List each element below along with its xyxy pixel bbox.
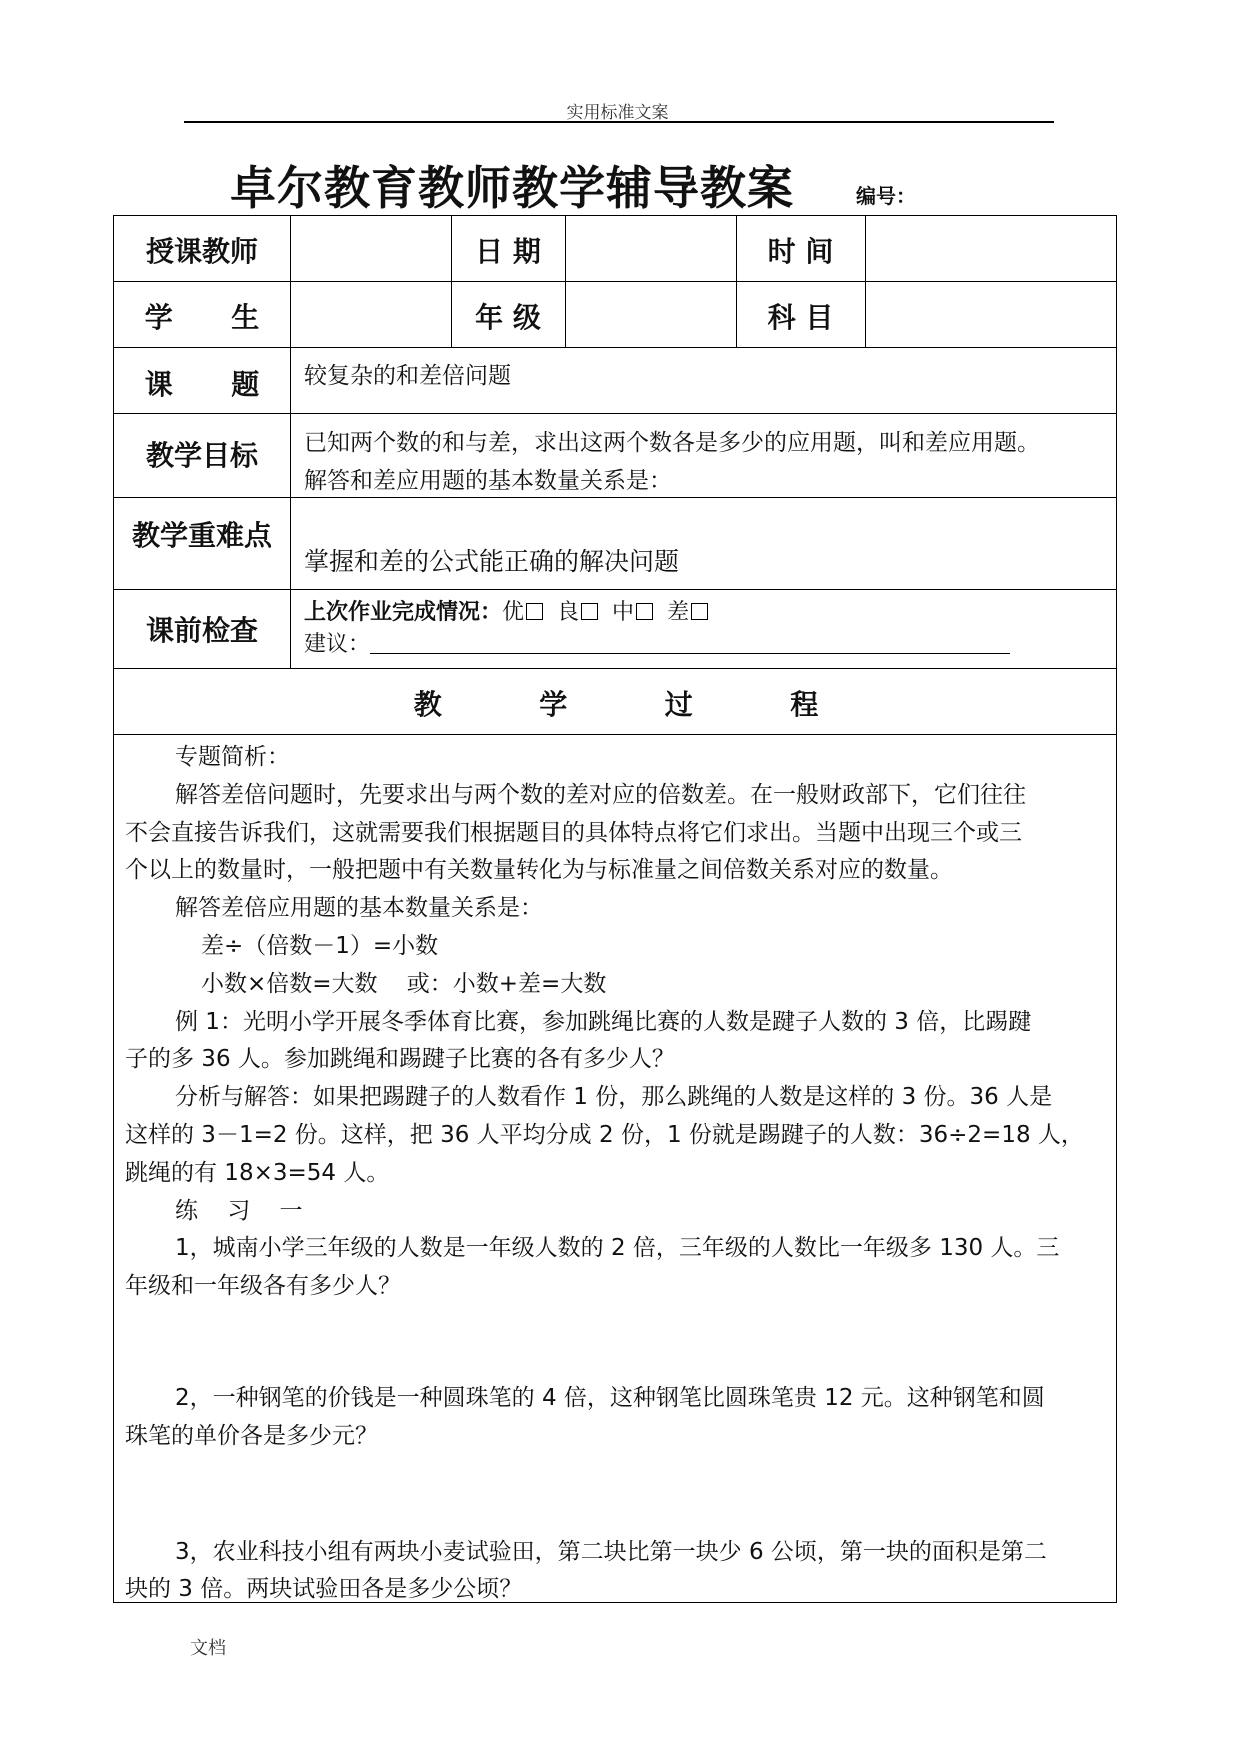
- page-footer: 文档: [190, 1638, 226, 1659]
- column-divider: [290, 216, 291, 668]
- intro-line: 不会直接告诉我们，这就需要我们根据题目的具体特点将它们求出。当题中出现三个或三: [125, 819, 1022, 846]
- code-label: 编号：: [856, 184, 916, 208]
- answer-space: [125, 1456, 1108, 1534]
- date-label: 日 期: [475, 235, 541, 268]
- teacher-label: 授课教师: [145, 235, 258, 268]
- option-medium: 中: [612, 600, 635, 625]
- document-title: 卓尔教育教师教学辅导教案: [230, 161, 794, 215]
- question-line: 1，城南小学三年级的人数是一年级人数的 2 倍，三年级的人数比一年级多 130 人。三: [175, 1235, 1060, 1262]
- analysis-line: 跳绳的有 18×3=54 人。: [125, 1159, 390, 1186]
- header-rule: [184, 121, 1054, 123]
- grade-label: 年 级: [475, 301, 541, 334]
- lesson-plan-table: [113, 215, 1117, 1603]
- suggestion-line: [304, 627, 1010, 658]
- exercise-title: 练 习 一: [175, 1197, 303, 1224]
- goal-label: 教学目标: [145, 439, 258, 472]
- checkbox-excellent[interactable]: [526, 603, 543, 620]
- difficulty-label: 教学重难点: [131, 519, 272, 552]
- option-poor: 差: [667, 600, 690, 625]
- page-header: 实用标准文案: [566, 103, 669, 123]
- section-title: 专题简析：: [175, 744, 290, 770]
- formula-line: 小数×倍数=大数 或：小数+差=大数: [201, 970, 607, 997]
- row-divider: [114, 734, 1116, 735]
- row-divider: [114, 347, 1116, 348]
- process-title: 教 学 过 程: [413, 688, 819, 721]
- question-line: 珠笔的单价各是多少元？: [125, 1422, 378, 1449]
- relation-title: 解答差倍应用题的基本数量关系是：: [175, 895, 543, 922]
- example-line: 例 1：光明小学开展冬季体育比赛，参加跳绳比赛的人数是踺子人数的 3 倍，比踢踺: [175, 1008, 1032, 1035]
- row-divider: [114, 497, 1116, 498]
- topic-value: 较复杂的和差倍问题: [304, 363, 511, 389]
- checkbox-good[interactable]: [581, 603, 598, 620]
- subject-label: 科 目: [767, 301, 834, 334]
- intro-line: 解答差倍问题时，先要求出与两个数的差对应的倍数差。在一般财政部下，它们往往: [175, 781, 1026, 808]
- lesson-content: [125, 739, 1108, 1609]
- homework-label: 上次作业完成情况：: [304, 600, 503, 625]
- example-line: 子的多 36 人。参加跳绳和踢踺子比赛的各有多少人？: [125, 1046, 675, 1073]
- question-line: 3，农业科技小组有两块小麦试验田，第二块比第一块少 6 公顷，第一块的面积是第二: [175, 1538, 1047, 1565]
- analysis-line: 分析与解答：如果把踢踺子的人数看作 1 份，那么跳绳的人数是这样的 3 份。36 人是: [175, 1084, 1053, 1111]
- student-label: 学 生: [144, 301, 260, 334]
- question-line: 年级和一年级各有多少人？: [125, 1273, 401, 1300]
- question-line: 2，一种钢笔的价钱是一种圆珠笔的 4 倍，这种钢笔比圆珠笔贵 12 元。这种钢笔和圆: [175, 1384, 1045, 1411]
- row-divider: [114, 413, 1116, 414]
- answer-space: [125, 1306, 1108, 1380]
- option-good: 良: [557, 600, 580, 625]
- homework-status: [304, 595, 722, 626]
- intro-line: 个以上的数量时，一般把题中有关数量转化为与标准量之间倍数关系对应的数量。: [125, 857, 953, 884]
- column-divider: [565, 216, 566, 347]
- goal-line-1: 已知两个数的和与差，求出这两个数各是多少的应用题，叫和差应用题。: [304, 430, 1040, 456]
- option-excellent: 优: [502, 600, 525, 625]
- checkbox-poor[interactable]: [691, 603, 708, 620]
- analysis-line: 这样的 3－1=2 份。这样，把 36 人平均分成 2 份，1 份就是踢踺子的人数：36÷2=18 人，: [125, 1121, 1084, 1148]
- topic-label: 课 题: [144, 368, 260, 401]
- row-divider: [114, 668, 1116, 669]
- row-divider: [114, 589, 1116, 590]
- suggestion-blank[interactable]: [370, 637, 1010, 654]
- checkbox-medium[interactable]: [636, 603, 653, 620]
- time-label: 时 间: [767, 235, 834, 268]
- question-line: 块的 3 倍。两块试验田各是多少公顷？: [125, 1576, 523, 1603]
- difficulty-value: 掌握和差的公式能正确的解决问题: [304, 547, 680, 576]
- suggestion-label: 建议：: [304, 632, 371, 657]
- row-divider: [114, 281, 1116, 282]
- precheck-label: 课前检查: [145, 614, 258, 647]
- formula-line: 差÷（倍数－1）=小数: [201, 932, 439, 959]
- column-divider: [865, 216, 866, 347]
- goal-line-2: 解答和差应用题的基本数量关系是：: [304, 468, 672, 494]
